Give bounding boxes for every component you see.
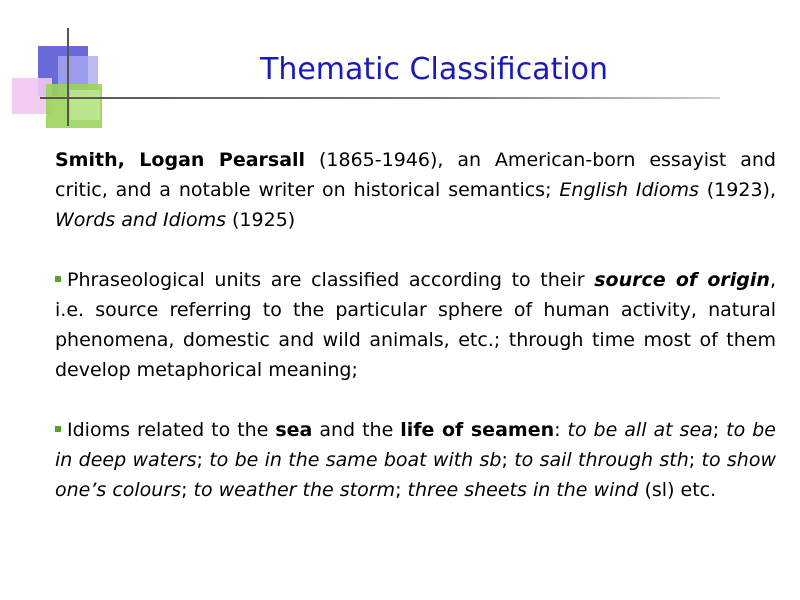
bullet-text: Idioms related to the bbox=[67, 419, 276, 441]
bullet-text: Phraseological units are classified according to their bbox=[67, 269, 595, 291]
separator: ; bbox=[712, 419, 727, 441]
bullet-text: and the bbox=[312, 419, 401, 441]
idiom-example: to show one’s colours bbox=[55, 449, 777, 501]
emphasis-term: source of origin bbox=[594, 269, 770, 291]
book-title-2: Words and Idioms bbox=[55, 209, 226, 231]
bullet-icon bbox=[55, 276, 61, 282]
idiom-example: to be in deep waters bbox=[55, 419, 776, 471]
idiom-example: to be in the same boat with sb bbox=[209, 449, 502, 471]
author-name: Smith, Logan Pearsall bbox=[55, 149, 306, 171]
slide-title: Thematic Classification bbox=[260, 52, 609, 87]
deco-horizontal-line bbox=[40, 97, 720, 99]
bullet-text: : bbox=[554, 419, 568, 441]
intro-text: (1923), bbox=[698, 179, 776, 201]
separator: ; bbox=[196, 449, 210, 471]
bullet-item-sea-idioms bbox=[55, 415, 776, 505]
deco-square-light-green bbox=[70, 90, 100, 120]
bullet-text: , i.e. source referring to the particular sphere of human activity, natural phenomena, domestic and wild animals, etc.; through time most of them develop metaphorical meaning; bbox=[55, 269, 776, 381]
intro-paragraph bbox=[55, 145, 776, 235]
idiom-example: three sheets in the wind bbox=[407, 479, 639, 501]
separator: ; bbox=[395, 479, 408, 501]
idiom-example: to sail through sth bbox=[514, 449, 689, 471]
separator: ; bbox=[501, 449, 515, 471]
slide-body bbox=[55, 145, 776, 505]
bullet-icon bbox=[55, 426, 61, 432]
idiom-example: to be all at sea bbox=[567, 419, 713, 441]
bullet-item-source-of-origin bbox=[55, 265, 776, 385]
deco-vertical-line bbox=[67, 28, 69, 126]
separator: ; bbox=[688, 449, 702, 471]
intro-text: (1925) bbox=[225, 209, 296, 231]
keyword-life-of-seamen: life of seamen bbox=[400, 419, 555, 441]
book-title-1: English Idioms bbox=[559, 179, 699, 201]
keyword-sea: sea bbox=[275, 419, 313, 441]
bullet-text: (sl) etc. bbox=[638, 479, 717, 501]
idiom-example: to weather the storm bbox=[193, 479, 396, 501]
intro-text: (1865-1946), an American-born essayist and critic, and a notable writer on historical semantics; bbox=[55, 149, 776, 201]
separator: ; bbox=[181, 479, 194, 501]
